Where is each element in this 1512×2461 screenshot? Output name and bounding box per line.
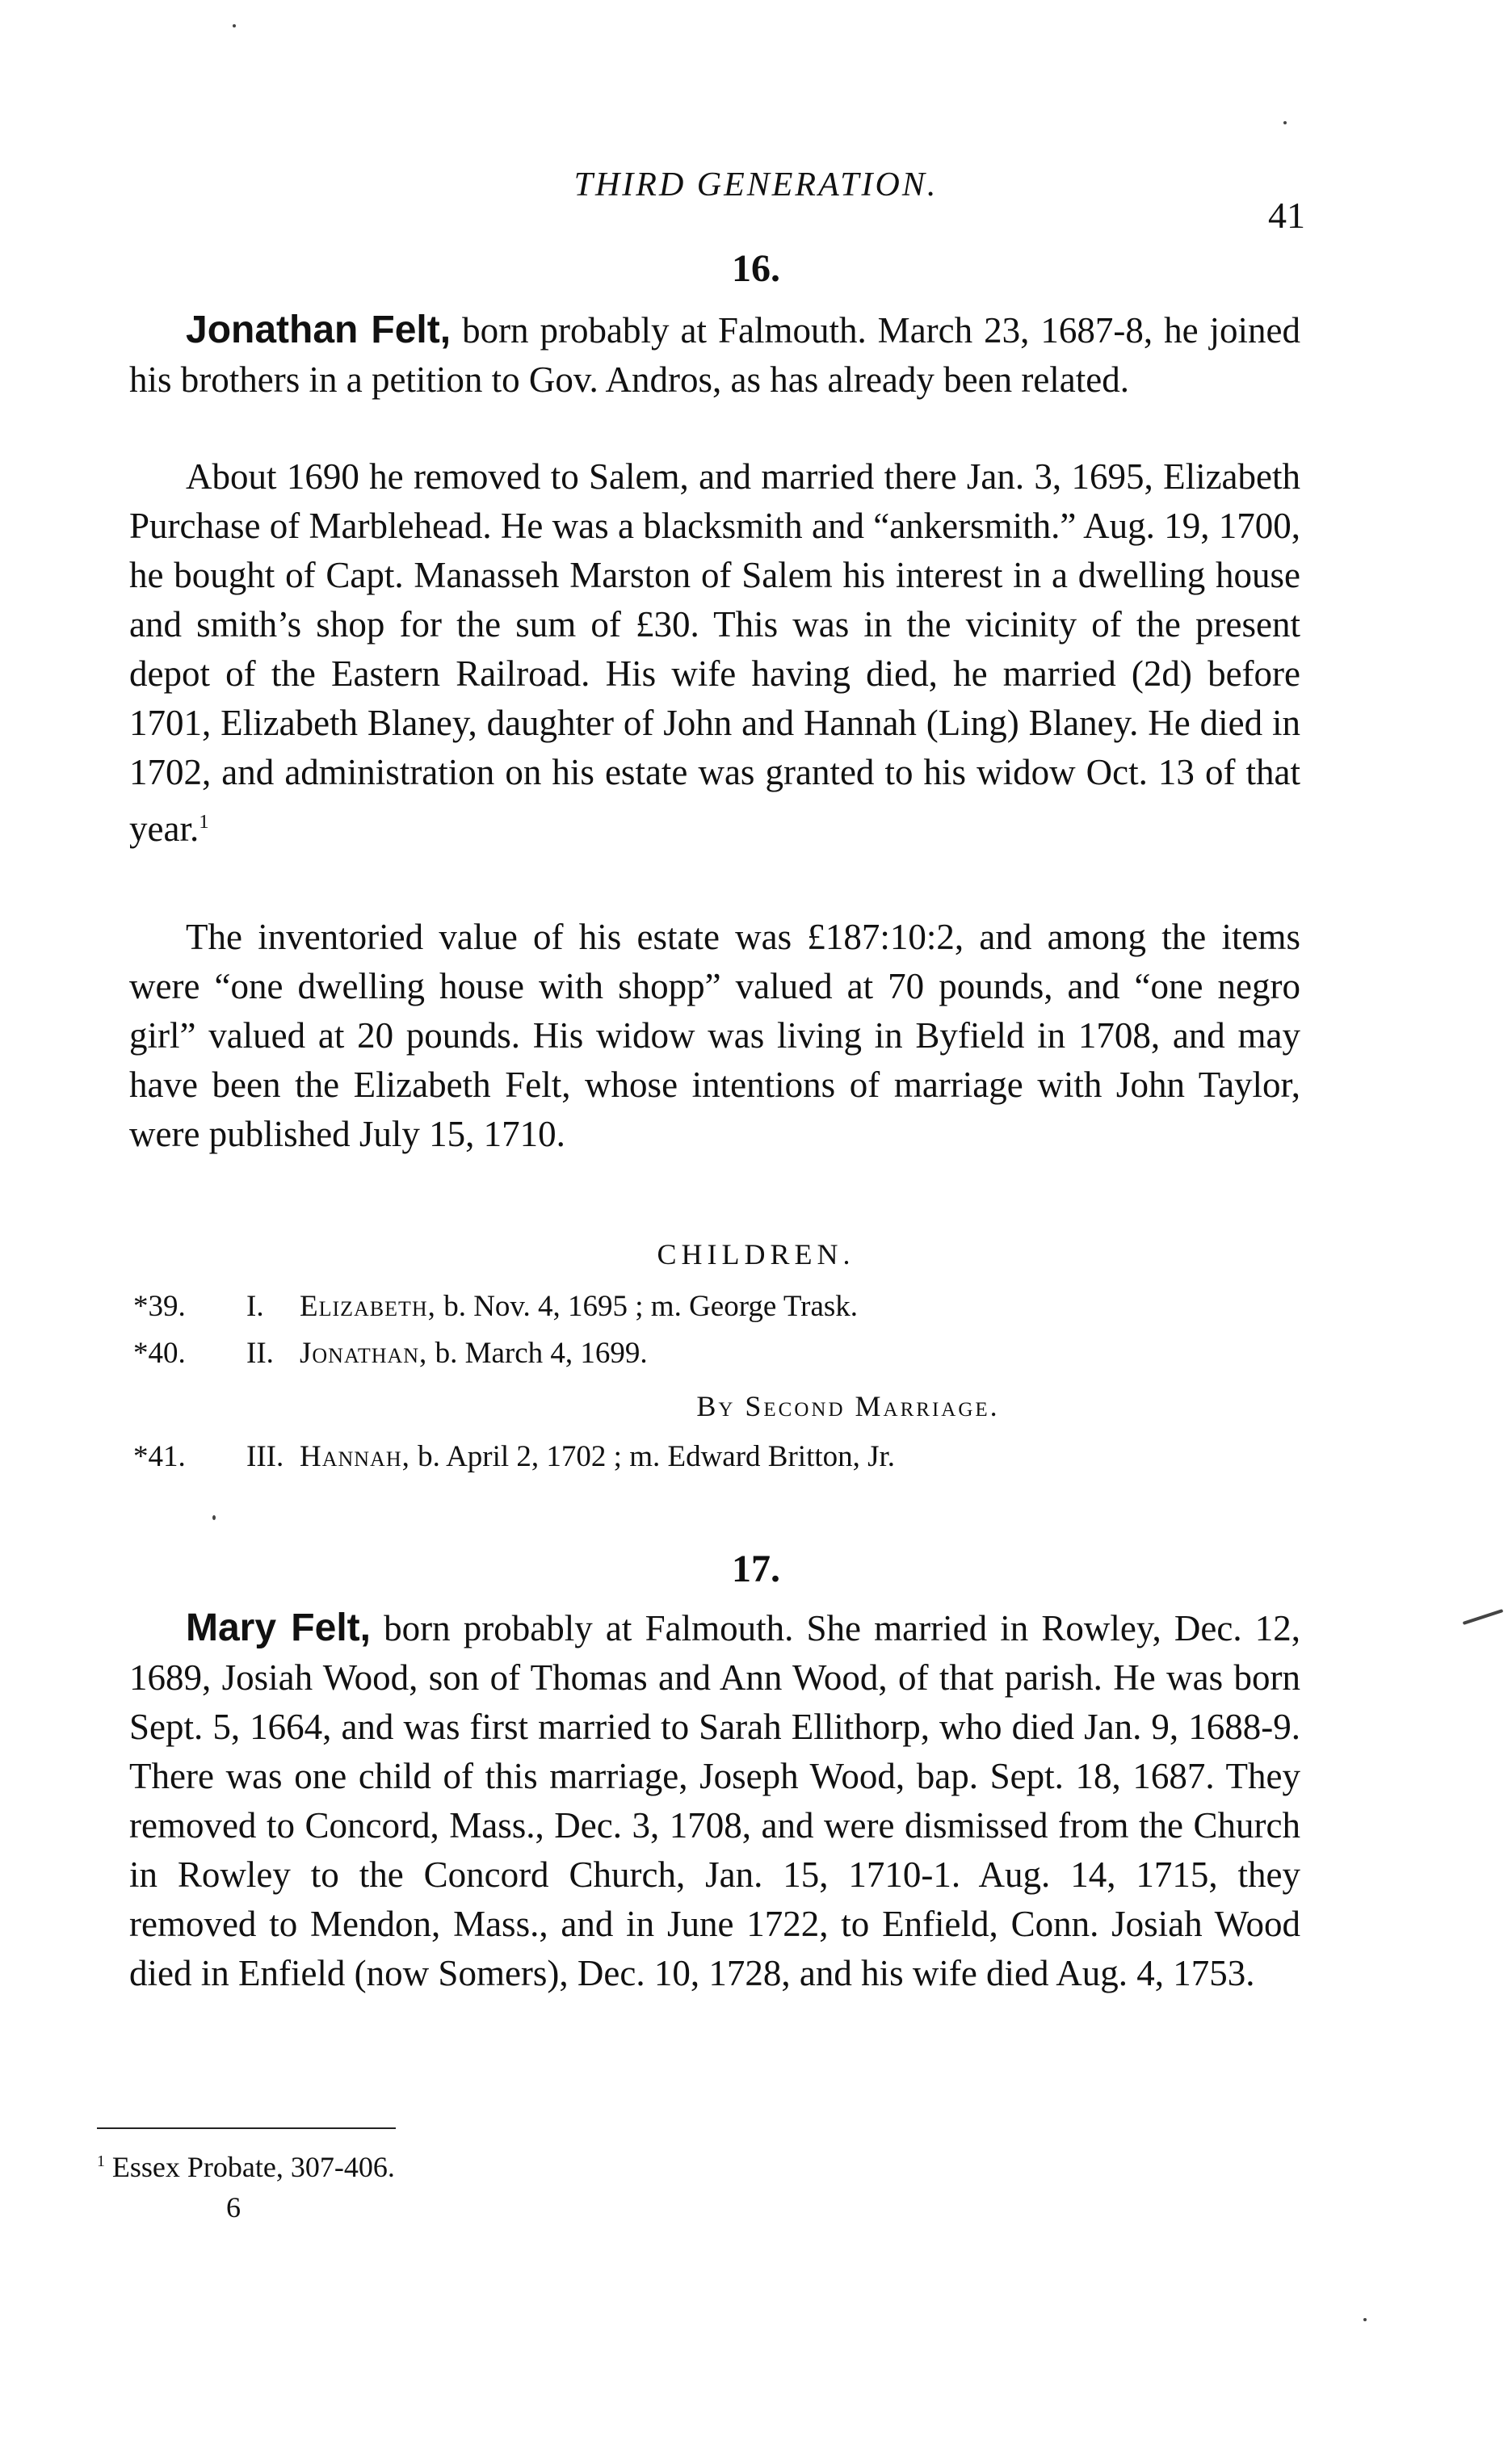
children-heading: CHILDREN.	[657, 1238, 855, 1270]
child-number: *41.	[133, 1440, 186, 1473]
footnote-divider	[97, 2127, 396, 2129]
child-number: *39.	[133, 1290, 186, 1323]
footnote-text: Essex Probate, 307-406.	[104, 2151, 395, 2183]
paragraph-text: About 1690 he removed to Salem, and married there Jan. 3, 1695, Elizabeth Purchase of Marblehead. He was a blacksmith and “ankersmith.” Aug. 19, 1700, he bought of Capt. Manasseh Marston of Salem his interest in a dwelling house and smith’s shop for the sum of £30. This was in the vicinity of the present depot of the Eastern Railroad. His wife having died, he married (2d) before 1701, Elizabeth Blaney, daughter of John and Hannah (Ling) Blaney. He died in 1702, and administration on his estate was granted to his widow Oct. 13 of that year.	[129, 456, 1300, 849]
child-entry	[133, 1336, 1280, 1371]
paragraph-text: born probably at Falmouth. She married in Rowley, Dec. 12, 1689, Josiah Wood, son of Thomas and Ann Wood, of that parish. He was born Sept. 5, 1664, and was first married to Sarah Ellithorp, who died Jan. 9, 1688-9. There was one child of this marriage, Joseph Wood, bap. Sept. 18, 1687. They removed to Concord, Mass., Dec. 3, 1708, and were dismissed from the Church in Rowley to the Concord Church, Jan. 15, 1710-1. Aug. 14, 1715, they removed to Mendon, Mass., and in June 1722, to Enfield, Conn. Josiah Wood died in Enfield (now Somers), Dec. 10, 1728, and his wife died Aug. 4, 1753.	[129, 1608, 1300, 1993]
footnote-reference: 1	[199, 811, 209, 833]
child-ordinal: III.	[246, 1440, 284, 1473]
section-number-17: 17.	[732, 1548, 780, 1590]
running-head: THIRD GENERATION.	[573, 166, 939, 204]
paragraph-jonathan-felt	[129, 305, 1300, 405]
print-speck	[1283, 121, 1287, 124]
section-number-16: 16.	[732, 247, 780, 290]
person-name: Mary Felt,	[186, 1606, 371, 1649]
child-number: *40.	[133, 1337, 186, 1370]
print-speck	[1363, 2318, 1367, 2321]
paragraph-salem	[129, 452, 1300, 854]
child-details: b. April 2, 1702 ; m. Edward Britton, Jr.	[410, 1440, 896, 1473]
signature-mark: 6	[226, 2191, 241, 2224]
child-name: Elizabeth,	[300, 1290, 436, 1323]
child-details: b. Nov. 4, 1695 ; m. George Trask.	[435, 1290, 859, 1323]
paragraph-text: The inventoried value of his estate was £187:10:2, and among the items were “one dwelling house with shopp” valued at 70 pounds, and “one negro girl” valued at 20 pounds. His widow was living in Byfield in 1708, and may have been the Elizabeth Felt, whose intentions of marriage with John Taylor, were published July 15, 1710.	[129, 917, 1300, 1154]
child-name: Hannah,	[300, 1440, 410, 1473]
paragraph-inventory	[129, 913, 1300, 1159]
child-details: b. March 4, 1699.	[427, 1337, 648, 1370]
footnote-mark: 1	[97, 2152, 105, 2170]
footnote	[97, 2150, 395, 2184]
paragraph-text: born probably at Falmouth. March 23, 1687-8, he joined his brothers in a petition to Gov. Andros, as has already been related.	[129, 310, 1300, 400]
print-speck	[233, 24, 236, 27]
page-number: 41	[1268, 195, 1305, 236]
child-entry	[133, 1289, 1280, 1325]
person-name: Jonathan Felt,	[186, 309, 452, 351]
second-marriage-heading: By Second Marriage.	[696, 1390, 1000, 1422]
child-name: Jonathan,	[300, 1337, 428, 1370]
child-ordinal: I.	[246, 1290, 264, 1323]
print-speck	[212, 1515, 216, 1520]
child-ordinal: II.	[246, 1337, 274, 1370]
child-entry	[133, 1439, 1280, 1475]
print-speck	[1463, 1609, 1504, 1625]
paragraph-mary-felt	[129, 1603, 1300, 1998]
